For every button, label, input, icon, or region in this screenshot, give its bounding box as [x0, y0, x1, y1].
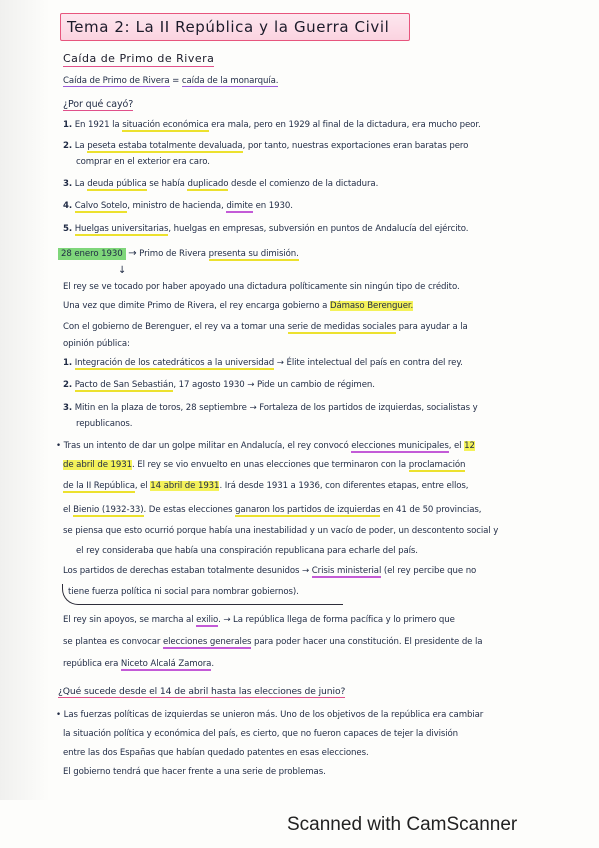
- s2-highlight: ganaron los partidos de izquierdas: [235, 505, 381, 515]
- measure-3: [63, 403, 478, 414]
- camscanner-watermark: Scanned with CamScanner: [287, 814, 518, 835]
- reason-number: 1.: [63, 120, 73, 130]
- reason-highlight: Calvo Sotelo: [74, 201, 128, 211]
- s3-question: ¿Qué sucede desde el 14 de abril hasta las elecciones de junio?: [58, 686, 346, 697]
- date-badge: 28 enero 1930: [58, 248, 126, 260]
- exile-highlight: elecciones generales: [162, 637, 252, 647]
- s2-text: Los partidos de derechas estaban totalmente desunidos →: [63, 566, 310, 576]
- s3-line-1: [56, 710, 483, 721]
- s2-line-8: tiene fuerza política ni social para nombrar gobiernos).: [68, 587, 299, 597]
- paragraph-text: para ayudar a la: [398, 322, 468, 332]
- measure-highlight: Pacto de San Sebastián: [74, 380, 174, 390]
- reason-highlight: dimite: [226, 201, 253, 211]
- exile-text: se plantea es convocar: [63, 637, 161, 647]
- s2-highlight: de la II República: [63, 481, 135, 491]
- paragraph-highlight: Dámaso Berenguer.: [329, 301, 414, 311]
- measure-3-cont: republicanos.: [76, 419, 133, 429]
- equation-line: [63, 76, 278, 87]
- paragraph-text: Una vez que dimite Primo de Rivera, el rey encarga gobierno a: [63, 301, 328, 311]
- s2-line-1: [56, 441, 475, 452]
- exile-text: para poder hacer una constitución. El presidente de la: [254, 637, 483, 647]
- reason-highlight: peseta estaba totalmente devaluada: [87, 141, 243, 151]
- s2-line-6: el rey consideraba que había una conspiración republicana para echarle del país.: [76, 546, 418, 556]
- s2-highlight: proclamación: [408, 460, 466, 470]
- exile-highlight: Niceto Alcalá Zamora: [120, 659, 212, 669]
- reason-5: [63, 224, 468, 235]
- s3-text: Las fuerzas políticas de izquierdas se unieron más. Uno de los objetivos de la república era cambiar: [63, 710, 484, 720]
- date-result-highlight: presenta su dimisión.: [208, 249, 299, 259]
- date-result: Primo de Rivera: [139, 249, 206, 259]
- measure-highlight: Integración de los catedráticos a la universidad: [74, 358, 275, 368]
- s2-highlight: Bienio (1932-33): [73, 505, 144, 515]
- measure-number: 1.: [63, 358, 73, 368]
- measure-number: 2.: [63, 380, 73, 390]
- s3-line-2: la situación política y económica del país, es cierto, que no fueron capaces de tejer la división: [63, 729, 459, 739]
- reason-text: era mala, pero en 1929 al final de la dictadura, era mucho peor.: [211, 120, 481, 130]
- paragraph-text: Con el gobierno de Berenguer, el rey va a tomar una: [63, 322, 285, 332]
- equals-sign: =: [172, 76, 180, 86]
- s2-text: , el: [448, 441, 462, 451]
- s2-text: Tras un intento de dar un golpe militar en Andalucía, el rey convocó: [63, 441, 349, 451]
- paragraph-line: El rey se ve tocado por haber apoyado una dictadura políticamente sin ningún tipo de crédito.: [63, 282, 460, 292]
- paragraph-line: [63, 322, 468, 333]
- s2-highlight: 12: [464, 441, 475, 451]
- reason-3: [63, 179, 378, 190]
- measure-text: , 17 agosto 1930 → Pide un cambio de régimen.: [173, 380, 375, 390]
- measure-2: [63, 380, 375, 391]
- s2-highlight: de abril de 1931: [63, 460, 132, 470]
- exile-text: república era: [63, 659, 119, 669]
- reason-highlight: duplicado: [187, 179, 229, 189]
- reason-text: en 1930.: [255, 201, 293, 211]
- reason-number: 2.: [63, 141, 73, 151]
- question-heading: ¿Por qué cayó?: [63, 99, 134, 110]
- reason-2: [63, 141, 468, 152]
- reason-text: , ministro de hacienda,: [127, 201, 224, 211]
- bullet-icon: •: [56, 441, 61, 451]
- equation-left: Caída de Primo de Rivera: [63, 76, 170, 86]
- measure-number: 3.: [63, 403, 73, 413]
- exile-line-3: [63, 659, 214, 670]
- s2-text: . De estas elecciones: [143, 505, 233, 515]
- paragraph-highlight: serie de medidas sociales: [287, 322, 396, 332]
- measure-text: Mitin en la plaza de toros, 28 septiembre → Fortaleza de los partidos de izquierdas, socialistas y: [74, 403, 478, 413]
- measure-1: [63, 358, 463, 369]
- s2-line-4: [63, 505, 481, 516]
- reason-highlight: deuda pública: [87, 179, 147, 189]
- s3-line-3: entre las dos Españas que habían quedado patentes en esas elecciones.: [63, 748, 369, 758]
- s2-line-5: se piensa que esto ocurrió porque había una inestabilidad y un vacío de poder, un descontento social y: [63, 526, 499, 536]
- reason-text: , huelgas en empresas, subversión en puntos de Andalucía del ejército.: [168, 224, 469, 234]
- s2-highlight: 14 abril de 1931: [150, 481, 220, 491]
- down-arrow-icon: ↓: [118, 265, 127, 276]
- s2-line-7: [63, 566, 476, 577]
- paragraph-line: [63, 301, 413, 312]
- s2-text: (el rey percibe que no: [383, 566, 477, 576]
- s2-line-3: [63, 481, 468, 492]
- reason-highlight: Huelgas universitarias: [74, 224, 169, 234]
- reason-1: [63, 120, 481, 131]
- reason-2-cont: comprar en el exterior era caro.: [76, 157, 210, 167]
- s2-text: el: [63, 505, 71, 515]
- reason-number: 5.: [63, 224, 73, 234]
- s2-highlight: Crisis ministerial: [311, 566, 382, 576]
- reason-text: , por tanto, nuestras exportaciones eran baratas pero: [242, 141, 469, 151]
- reason-number: 3.: [63, 179, 73, 189]
- reason-text: La: [74, 179, 85, 189]
- s2-text: en 41 de 50 provincias,: [382, 505, 482, 515]
- reason-text: se había: [149, 179, 185, 189]
- equation-right: caída de la monarquía.: [181, 76, 279, 86]
- exile-text: .: [211, 659, 214, 669]
- exile-line-1: [63, 615, 455, 626]
- page-edge-shadow: [0, 0, 50, 800]
- reason-text: En 1921 la: [74, 120, 120, 130]
- exile-text: . → La república llega de forma pacífica y lo primero que: [218, 615, 455, 625]
- exile-highlight: exilio: [196, 615, 219, 625]
- s2-line-2: [63, 460, 465, 471]
- reason-highlight: situación económica: [122, 120, 209, 130]
- paragraph-line: opinión pública:: [63, 339, 130, 349]
- arrow-icon: →: [128, 248, 137, 259]
- bullet-icon: •: [56, 710, 61, 720]
- section-heading: Caída de Primo de Rivera: [63, 52, 215, 65]
- exile-line-2: [63, 637, 482, 648]
- reason-number: 4.: [63, 201, 73, 211]
- s2-highlight: elecciones municipales: [351, 441, 449, 451]
- reason-text: desde el comienzo de la dictadura.: [231, 179, 379, 189]
- s2-text: . Irá desde 1931 a 1936, con diferentes etapas, entre ellos,: [219, 481, 469, 491]
- s2-text: . El rey se vio envuelto en unas elecciones que terminaron con la: [131, 460, 407, 470]
- s2-text: , el: [134, 481, 148, 491]
- exile-text: El rey sin apoyos, se marcha al: [63, 615, 194, 625]
- page-title: Tema 2: La II República y la Guerra Civil: [67, 18, 390, 36]
- date-line: [58, 248, 299, 260]
- measure-text: → Élite intelectual del país en contra del rey.: [276, 358, 463, 368]
- s3-line-4: El gobierno tendrá que hacer frente a una serie de problemas.: [63, 767, 326, 777]
- reason-4: [63, 201, 293, 212]
- reason-text: La: [74, 141, 85, 151]
